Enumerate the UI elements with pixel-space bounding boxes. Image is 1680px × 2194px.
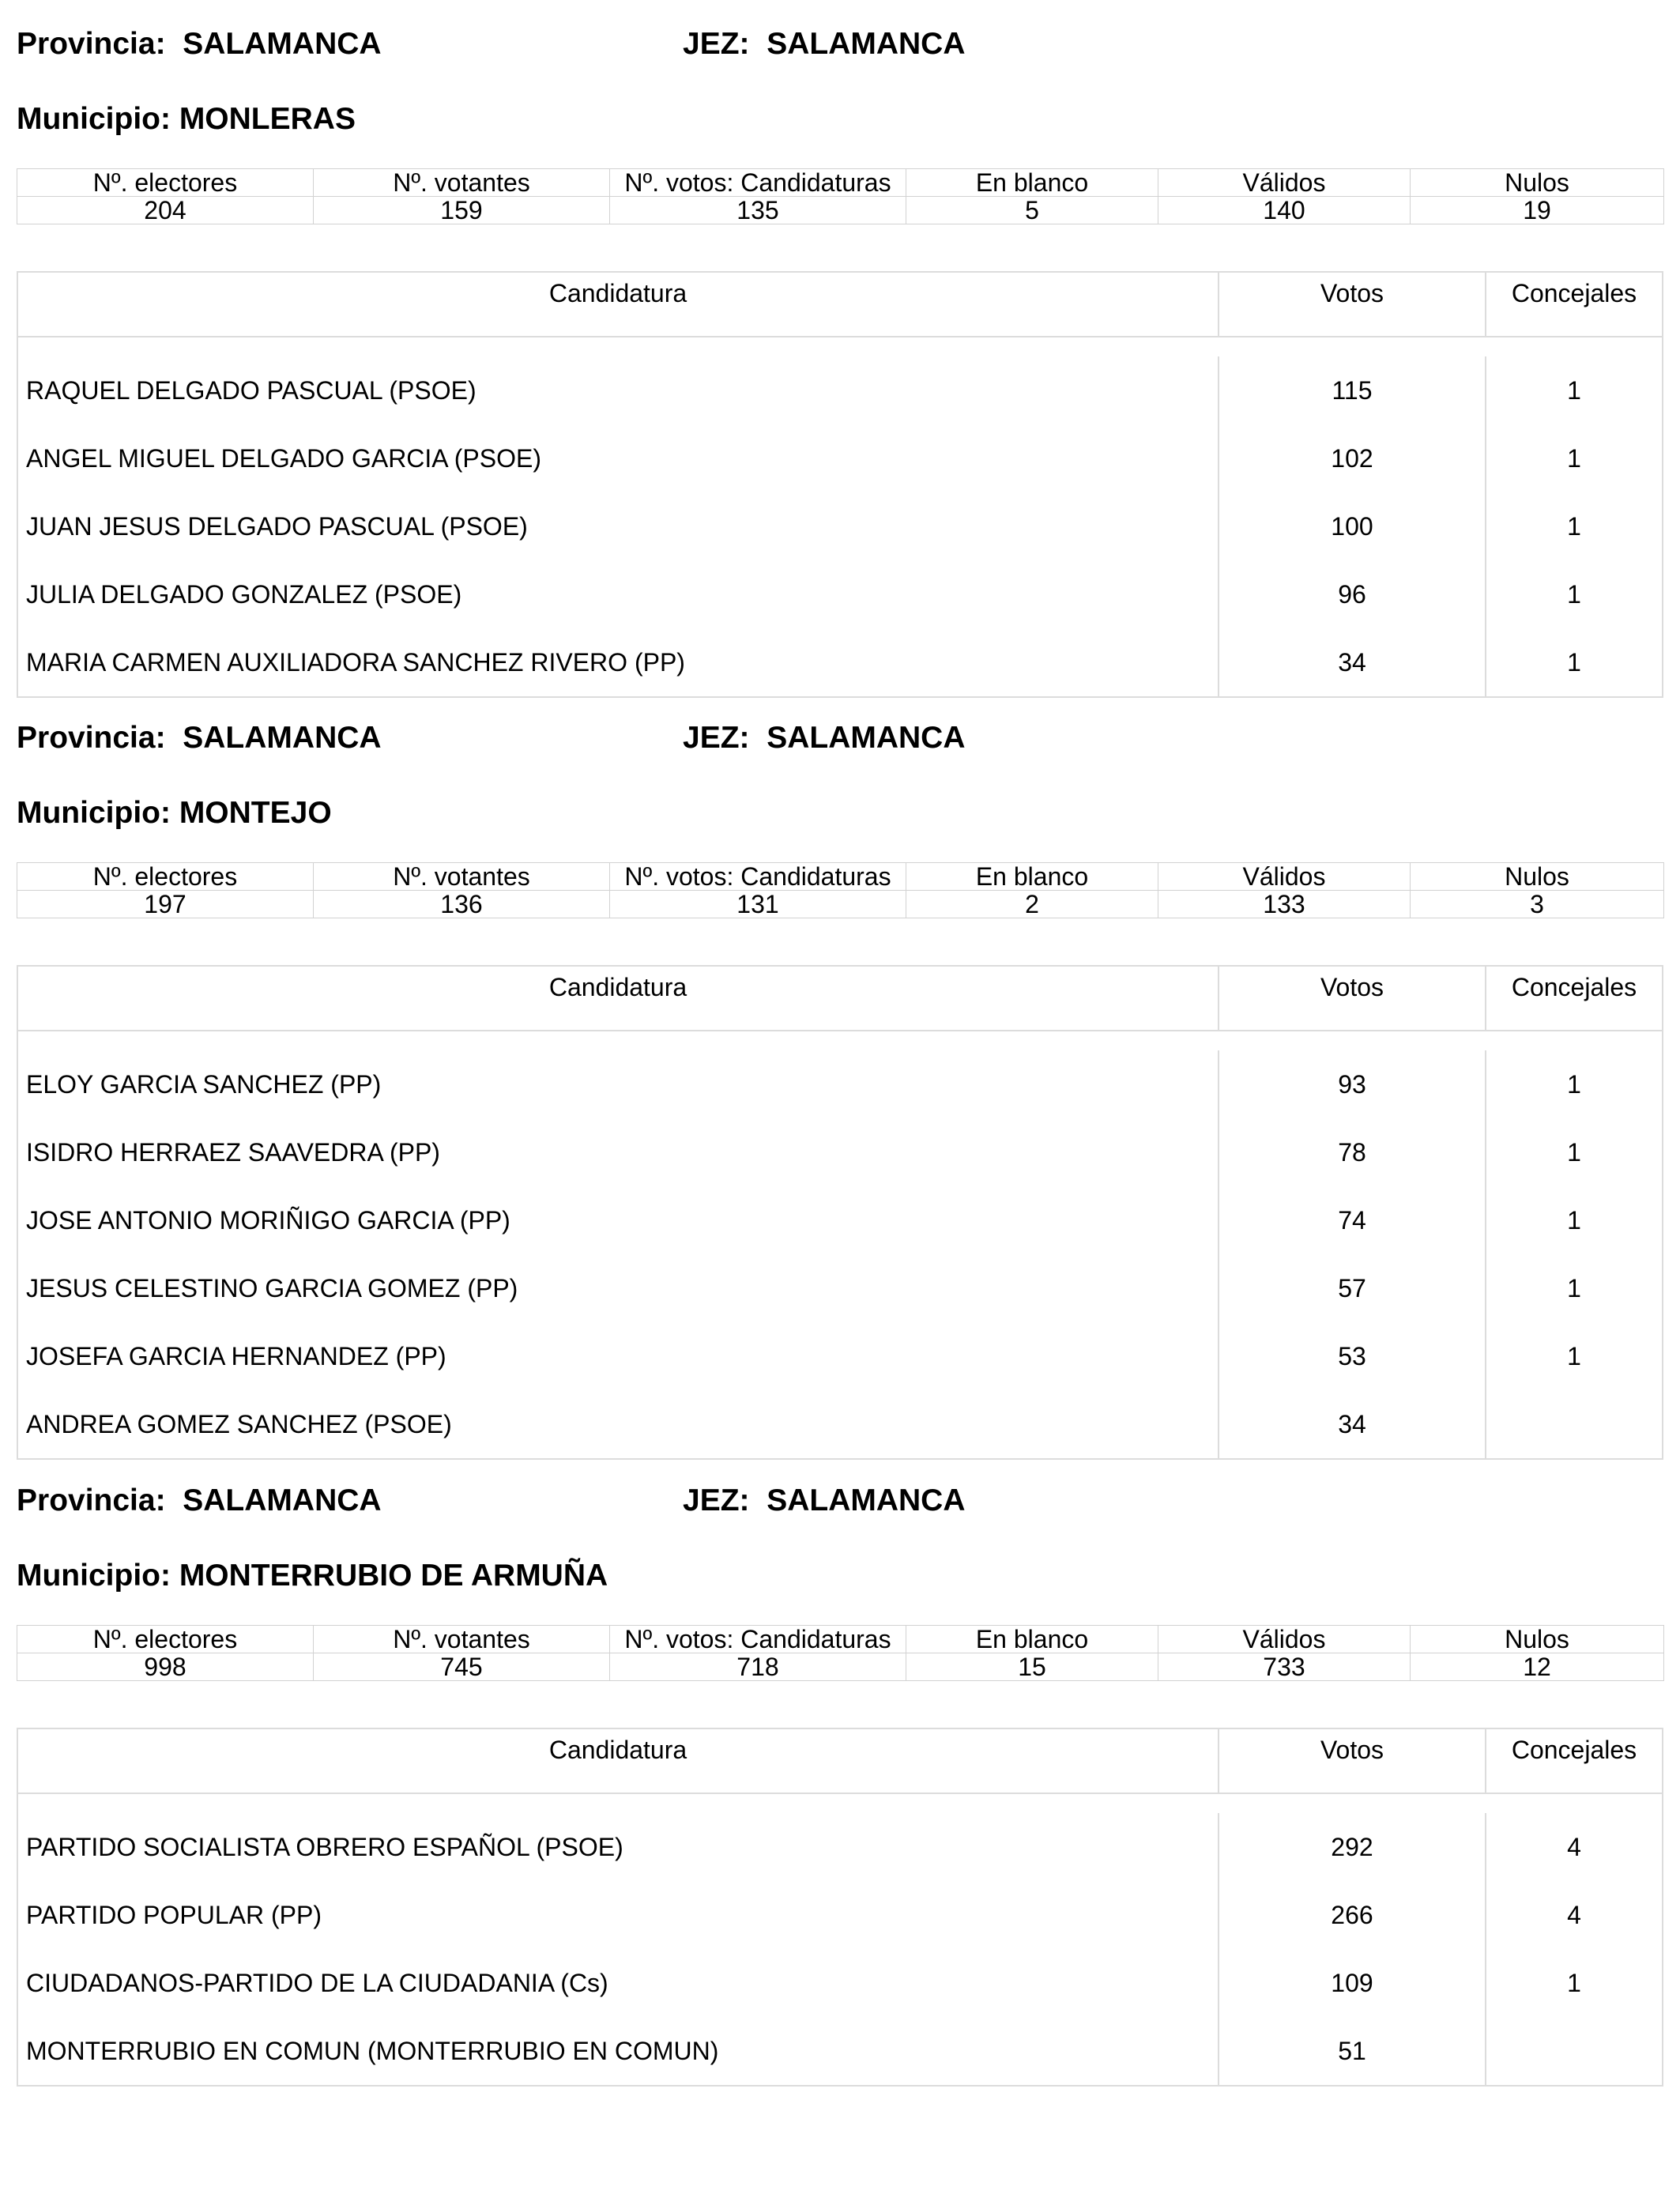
stats-value-votos-candidaturas: 131 [610,891,906,918]
stats-value-nulos: 3 [1411,891,1664,918]
jez-heading [683,1485,966,1516]
candidates-concejales-column [1486,1050,1662,1458]
municipio-value: MONTEJO [179,796,332,830]
municipio-label: Municipio: [17,102,171,136]
municipio-value: MONTERRUBIO DE ARMUÑA [179,1559,608,1593]
candidate-concejales: 1 [1567,1969,1581,1997]
stats-header-nulos: Nulos [1411,1626,1664,1653]
header-votos: Votos [1219,967,1486,1030]
jez-value: SALAMANCA [767,721,966,755]
candidates-body [18,1794,1662,2085]
candidate-name: ELOY GARCIA SANCHEZ (PP) [26,1070,382,1099]
jez-value: SALAMANCA [767,27,966,61]
candidates-body [18,1031,1662,1458]
jez-heading [683,28,966,59]
candidate-concejales: 1 [1567,648,1581,677]
candidate-concejales: 4 [1567,1833,1581,1861]
header-votos: Votos [1219,273,1486,336]
candidate-name: PARTIDO POPULAR (PP) [26,1901,322,1929]
header-candidatura: Candidatura [18,273,1219,336]
stats-table [17,862,1664,918]
stats-value-votos-candidaturas: 135 [610,197,906,224]
candidate-votos: 57 [1338,1274,1366,1302]
header-candidatura: Candidatura [18,1729,1219,1793]
candidate-votos: 115 [1332,376,1373,405]
candidates-votos-column [1219,1813,1486,2085]
header-votos: Votos [1219,1729,1486,1793]
candidate-name: CIUDADANOS-PARTIDO DE LA CIUDADANIA (Cs) [26,1969,608,1997]
stats-value-row [17,1653,1664,1681]
municipio-label: Municipio: [17,796,171,830]
municipio-heading [17,1560,608,1591]
jez-value: SALAMANCA [767,1483,966,1517]
candidate-concejales: 1 [1567,444,1581,473]
municipio-value: MONLERAS [179,102,356,136]
stats-header-nulos: Nulos [1411,169,1664,197]
candidate-concejales: 1 [1567,512,1581,541]
header-concejales: Concejales [1511,279,1637,307]
candidate-votos: 53 [1338,1342,1366,1370]
candidate-name: ANDREA GOMEZ SANCHEZ (PSOE) [26,1410,452,1438]
provincia-value: SALAMANCA [183,1483,382,1517]
jez-label: JEZ: [683,27,750,61]
candidate-concejales [1486,2017,1662,2085]
candidate-votos: 100 [1331,512,1373,541]
candidates-table [17,271,1663,698]
candidates-table [17,965,1663,1460]
candidate-votos: 93 [1338,1070,1366,1099]
stats-header-validos: Válidos [1158,1626,1411,1653]
candidates-header-row [18,967,1662,1031]
candidate-votos: 266 [1331,1901,1373,1929]
candidate-name: RAQUEL DELGADO PASCUAL (PSOE) [26,376,477,405]
provincia-label: Provincia: [17,1483,166,1517]
stats-header-electores: Nº. electores [17,863,314,891]
stats-value-validos: 140 [1158,197,1411,224]
stats-value-votos-candidaturas: 718 [610,1653,906,1681]
candidate-name: JUAN JESUS DELGADO PASCUAL (PSOE) [26,512,528,541]
stats-value-en-blanco: 5 [906,197,1158,224]
candidates-name-column [18,1813,1219,2085]
candidate-concejales: 1 [1567,1206,1581,1235]
jez-heading [683,722,966,753]
candidate-name: ISIDRO HERRAEZ SAAVEDRA (PP) [26,1138,440,1167]
stats-header-votantes: Nº. votantes [314,863,610,891]
stats-value-en-blanco: 15 [906,1653,1158,1681]
stats-value-row [17,891,1664,918]
stats-value-votantes: 745 [314,1653,610,1681]
stats-header-row [17,863,1664,891]
provincia-heading [17,1485,382,1516]
municipio-label: Municipio: [17,1559,171,1593]
stats-header-electores: Nº. electores [17,1626,314,1653]
candidate-votos: 51 [1338,2037,1366,2065]
stats-header-row [17,1626,1664,1653]
candidates-header-row [18,1729,1662,1794]
candidate-name: ANGEL MIGUEL DELGADO GARCIA (PSOE) [26,444,541,473]
candidate-name: JOSE ANTONIO MORIÑIGO GARCIA (PP) [26,1206,510,1235]
stats-value-electores: 998 [17,1653,314,1681]
candidate-name: PARTIDO SOCIALISTA OBRERO ESPAÑOL (PSOE) [26,1833,623,1861]
provincia-label: Provincia: [17,721,166,755]
candidate-concejales: 1 [1567,580,1581,609]
candidates-table [17,1728,1663,2087]
candidates-concejales-column [1486,1813,1662,2085]
jez-label: JEZ: [683,1483,750,1517]
stats-header-en-blanco: En blanco [906,863,1158,891]
candidate-votos: 34 [1338,1410,1366,1438]
candidate-concejales: 1 [1567,376,1581,405]
candidate-name: JESUS CELESTINO GARCIA GOMEZ (PP) [26,1274,518,1302]
header-concejales: Concejales [1511,973,1637,1001]
candidates-votos-column [1219,1050,1486,1458]
candidate-concejales: 1 [1567,1070,1581,1099]
candidate-votos: 102 [1331,444,1373,473]
stats-value-row [17,197,1664,224]
stats-value-en-blanco: 2 [906,891,1158,918]
stats-value-electores: 197 [17,891,314,918]
candidates-name-column [18,356,1219,696]
provincia-label: Provincia: [17,27,166,61]
stats-value-votantes: 136 [314,891,610,918]
stats-header-validos: Válidos [1158,169,1411,197]
provincia-value: SALAMANCA [183,27,382,61]
stats-table [17,168,1664,224]
candidates-body [18,337,1662,696]
candidate-concejales: 1 [1567,1342,1581,1370]
candidate-votos: 292 [1331,1833,1373,1861]
stats-header-validos: Válidos [1158,863,1411,891]
candidates-votos-column [1219,356,1486,696]
candidate-concejales: 4 [1567,1901,1581,1929]
stats-header-votantes: Nº. votantes [314,1626,610,1653]
stats-header-votos-candidaturas: Nº. votos: Candidaturas [610,169,906,197]
stats-header-en-blanco: En blanco [906,1626,1158,1653]
stats-table [17,1625,1664,1681]
stats-header-en-blanco: En blanco [906,169,1158,197]
header-candidatura: Candidatura [18,967,1219,1030]
stats-header-votos-candidaturas: Nº. votos: Candidaturas [610,863,906,891]
stats-value-votantes: 159 [314,197,610,224]
stats-header-votos-candidaturas: Nº. votos: Candidaturas [610,1626,906,1653]
provincia-heading [17,28,382,59]
candidate-concejales: 1 [1567,1138,1581,1167]
header-concejales: Concejales [1511,1736,1637,1764]
candidate-name: MARIA CARMEN AUXILIADORA SANCHEZ RIVERO (PP) [26,648,685,677]
stats-value-validos: 133 [1158,891,1411,918]
stats-value-validos: 733 [1158,1653,1411,1681]
candidate-name: JULIA DELGADO GONZALEZ (PSOE) [26,580,462,609]
stats-value-nulos: 12 [1411,1653,1664,1681]
candidates-name-column [18,1050,1219,1458]
candidate-votos: 109 [1331,1969,1373,1997]
stats-header-electores: Nº. electores [17,169,314,197]
candidate-votos: 78 [1338,1138,1366,1167]
candidate-name: JOSEFA GARCIA HERNANDEZ (PP) [26,1342,446,1370]
candidate-votos: 74 [1338,1206,1366,1235]
provincia-heading [17,722,382,753]
candidates-header-row [18,273,1662,337]
candidate-concejales: 1 [1567,1274,1581,1302]
stats-header-nulos: Nulos [1411,863,1664,891]
municipio-heading [17,797,332,828]
jez-label: JEZ: [683,721,750,755]
candidates-concejales-column [1486,356,1662,696]
stats-value-nulos: 19 [1411,197,1664,224]
municipio-heading [17,104,356,134]
stats-value-electores: 204 [17,197,314,224]
provincia-value: SALAMANCA [183,721,382,755]
candidate-name: MONTERRUBIO EN COMUN (MONTERRUBIO EN COMUN) [26,2037,719,2065]
candidate-concejales [1486,1390,1662,1458]
candidate-votos: 34 [1338,648,1366,677]
stats-header-votantes: Nº. votantes [314,169,610,197]
stats-header-row [17,169,1664,197]
candidate-votos: 96 [1338,580,1366,609]
